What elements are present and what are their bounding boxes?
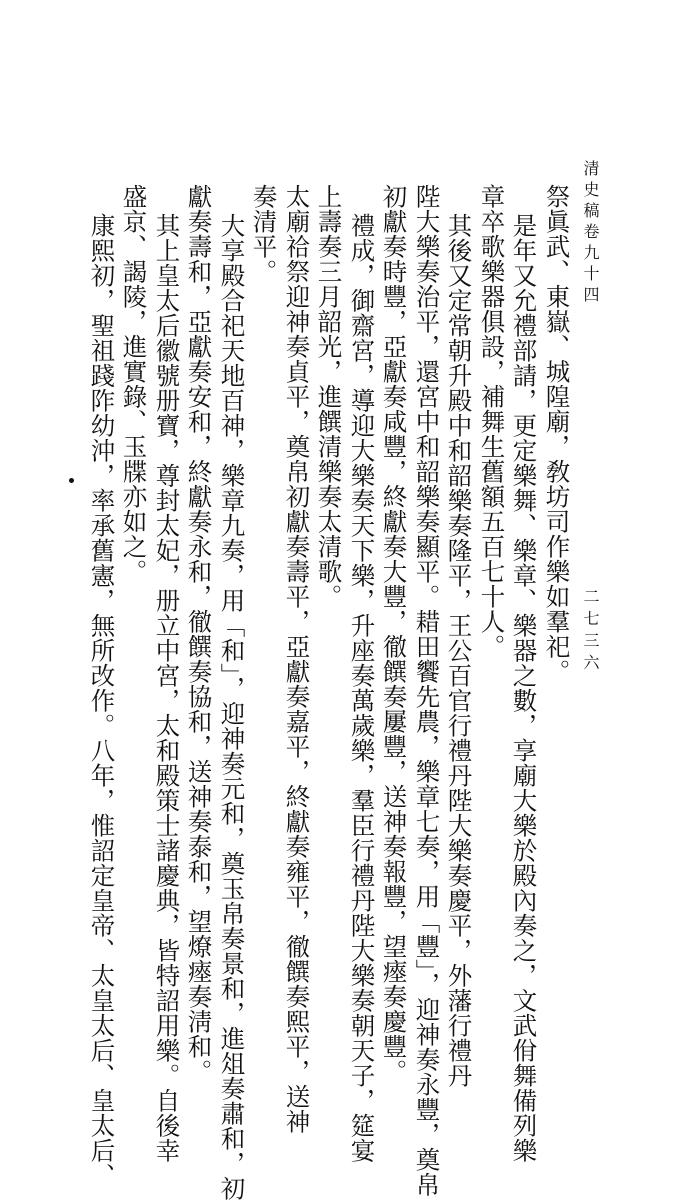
text-column: 祭眞武、東嶽、城隍廟，敎坊司作樂如羣祀。	[542, 184, 572, 684]
page-number: 二七三六	[581, 588, 600, 676]
text-column: 禮成，御齋宮，導迎大樂奏天下樂，升座奏萬歲樂，羣臣行禮丹陛大樂奏朝天子，筵宴	[347, 213, 377, 1163]
text-column: 康熙初，聖祖踐阼幼沖，率承舊憲，無所改作。八年，惟詔定皇帝、太皇太后、皇太后、	[87, 213, 117, 1188]
text-column: 獻奏壽和，亞獻奏安和，終獻奏永和，徹饌奏協和，送神奏泰和，望燎瘞奏淸和。	[184, 184, 214, 1084]
text-column: 初獻奏時豐，亞獻奏咸豐，終獻奏大豐，徹饌奏屢豐，送神奏報豐，望瘞奏慶豐。	[379, 184, 409, 1084]
text-column: 陛大樂奏治平，還宮中和韶樂奏顯平。耤田饗先農，樂章七奏，用「豐」，迎神奏永豐，奠帛	[412, 184, 442, 1197]
text-column: 是年又允禮部請，更定樂舞、樂章、樂器之數，享廟大樂於殿內奏之，文武佾舞備列樂	[509, 213, 539, 1163]
text-column: 其上皇太后徽號册寶，尊封太妃，册立中宮，太和殿策士諸慶典，皆特詔用樂。自後幸	[152, 213, 182, 1163]
text-column: 其後又定常朝升殿中和韶樂奏隆平，王公百官行禮丹陛大樂奏慶平，外藩行禮丹	[444, 213, 474, 1088]
text-column: 章卒歌樂器俱設，補舞生舊額五百七十人。	[477, 184, 507, 659]
text-column: 盛京、謁陵，進實錄、玉牒亦如之。	[119, 184, 149, 584]
ink-dot	[69, 478, 74, 483]
text-column: 上壽奏三月韶光，進饌清樂奏太清歌。	[314, 184, 344, 609]
text-column: 太廟祫祭迎神奏貞平，奠帛初獻奏壽平，亞獻奏嘉平，終獻奏雍平，徹饌奏熙平，送神	[282, 184, 312, 1134]
book-title-header: 清史稿卷九十四	[581, 160, 600, 307]
text-column: 奏清平。	[249, 184, 279, 284]
text-column: 大享殿合祀天地百神，樂章九奏，用「和」，迎神奏元和，奠玉帛奏景和，進俎奏肅和，初	[217, 213, 247, 1201]
